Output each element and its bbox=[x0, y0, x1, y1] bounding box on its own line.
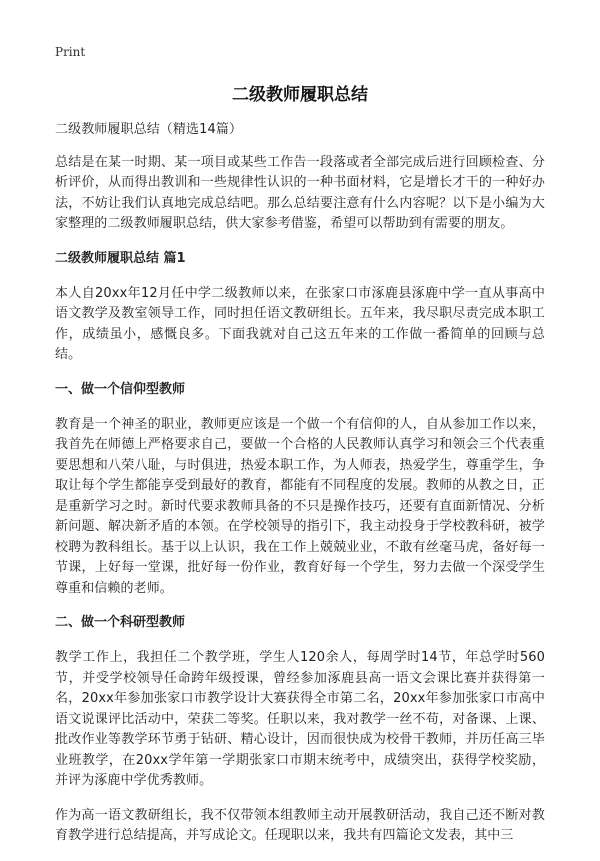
research-paragraph: 作为高一语文教研组长，我不仅带领本组教师主动开展教研活动，我自己还不断对教育教学进行总结提高，并写成论文。任现职以来，我共有四篇论文发表，其中三 bbox=[55, 807, 545, 843]
document-subtitle: 二级教师履职总结（精选14篇） bbox=[55, 122, 243, 137]
section-title: 二级教师履职总结 篇1 bbox=[55, 250, 186, 266]
opening-paragraph: 本人自20xx年12月任中学二级教师以来，在张家口市涿鹿县涿鹿中学一直从事高中语文教学及教室领导工作，同时担任语文教研组长。五年来，我尽职尽责完成本职工作，成绩虽小，感慨良多。下面我就对自己这五年来的工作做一番简单的回顾与总结。 bbox=[55, 285, 545, 362]
heading-faith-teacher: 一、做一个信仰型教师 bbox=[55, 381, 186, 397]
teaching-paragraph: 教学工作上，我担任二个教学班，学生人120余人，每周学时14节，年总学时560节，并受学校领导任命跨年级授课，曾经参加涿鹿县高一语文会课比赛并获得第一名，20xx年参加张家口市教学设计大赛获得全市第二名，20xx年参加张家口市高中语文说课评比活动中，荣获二等奖。任职以来，我对教学一丝不苟，对备课、上课、批改作业等教学环节勇于钻研、精心设计，因而很快成为校骨干教师，并历任高三毕业班教学，在20xx学年第一学期张家口市期末统考中，成绩突出，获得学校奖励，并评为涿鹿中学优秀教师。 bbox=[55, 650, 545, 788]
document-body bbox=[55, 120, 545, 861]
intro-paragraph: 总结是在某一时期、某一项目或某些工作告一段落或者全部完成后进行回顾检查、分析评价，从而得出教训和一些规律性认识的一种书面材料，它是增长才干的一种好办法，不妨让我们认真地完成总结吧。那么总结要注意有什么内容呢？以下是小编为大家整理的二级教师履职总结，供大家参考借鉴，希望可以帮助到有需要的朋友。 bbox=[55, 154, 545, 231]
faith-paragraph: 教育是一个神圣的职业，教师更应该是一个做一个有信仰的人，自从参加工作以来，我首先在师德上严格要求自己，要做一个合格的人民教师认真学习和领会三个代表重要思想和八荣八耻，与时俱进，热爱本职工作，为人师表，热爱学生，尊重学生，争取让每个学生都能享受到最好的教育，都能有不同程度的发展。教师的从教之日，正是重新学习之时。新时代要求教师具备的不只是操作技巧，还要有直面新情况、分析新问题、解决新矛盾的本领。在学校领导的指引下，我主动投身于学校教科研，被学校聘为教科组长。基于以上认识，我在工作上兢兢业业，不敢有丝毫马虎，备好每一节课，上好每一堂课，批好每一份作业，教育好每一个学生，努力去做一个深受学生尊重和信赖的老师。 bbox=[55, 416, 545, 596]
print-link[interactable]: Print bbox=[55, 45, 86, 59]
page-title: 二级教师履职总结 bbox=[232, 85, 368, 105]
heading-research-teacher: 二、做一个科研型教师 bbox=[55, 615, 186, 630]
